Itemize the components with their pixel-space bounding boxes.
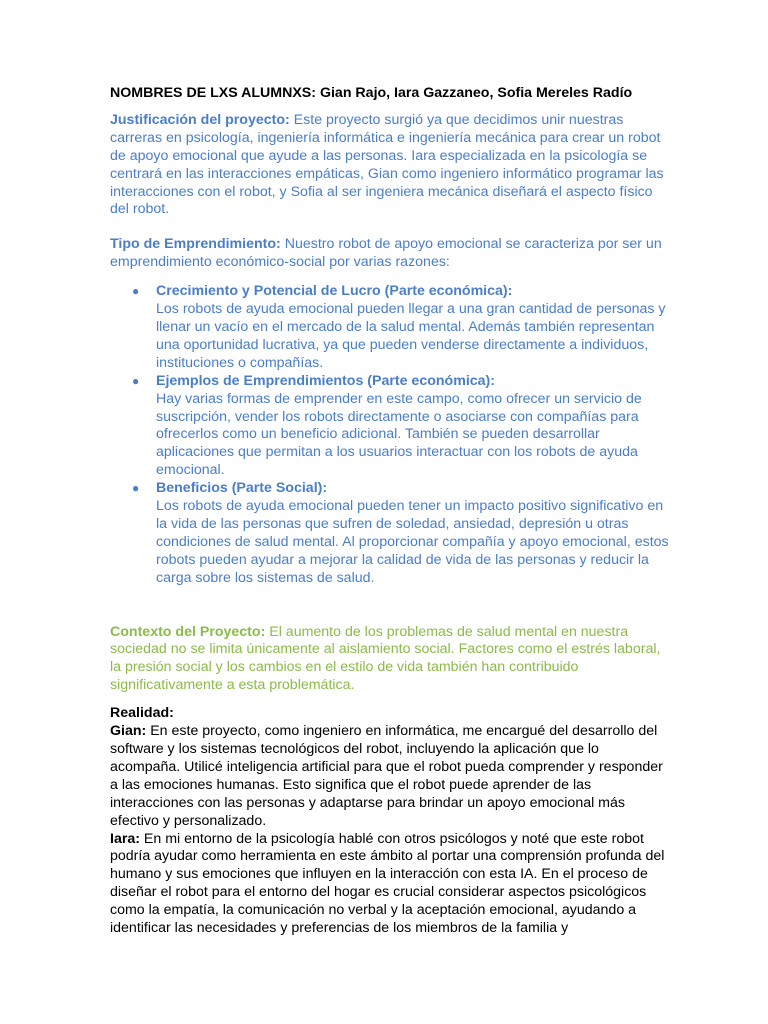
bullet-text: Hay varias formas de emprender en este campo, como ofrecer un servicio de suscripción, vender los robots directamente o asociarse con compañías para ofrecerlos como un beneficio adicional. También se pueden desarrollar aplicaciones que permitan a los usuarios interactuar con los robots de ayuda emocional. [156,390,642,479]
reality-entry-iara [110,831,670,938]
students-names: Gian Rajo, Iara Gazzaneo, Sofia Mereles Radío [319,85,633,101]
reality-entry-name: Gian: [110,723,147,740]
reality-entry-name: Iara: [110,830,140,847]
reality-entry-text: En mi entorno de la psicología hablé con otros psicólogos y noté que este robot podría ayudar como herramienta en este ámbito al portar una comprensión profunda del humano y sus emociones que influyen en la interacción con esta IA. En el proceso de diseñar el robot para el entorno del hogar es crucial considerar aspectos psicológicos como la empatía, la comunicación no verbal y la aceptación emocional, ayudando a identificar las necesidades y preferencias de los miembros de la familia y [110,830,665,937]
reality-entry-text: En este proyecto, como ingeniero en informática, me encargué del desarrollo del software y los sistemas tecnológicos del robot, incluyendo la aplicación que lo acompaña. Utilicé inteligencia artificial para que el robot pueda comprender y responder a las emociones humanas. Esto significa que el robot puede aprender de las interacciones con las personas y adaptarse para brindar un apoyo emocional más efectivo y personalizado. [110,723,663,829]
list-item [110,480,670,587]
students-label: NOMBRES DE LXS ALUMNXS: [110,85,316,101]
justification-paragraph [110,112,670,219]
bullet-icon: ● [132,481,140,496]
bullet-title: Ejemplos de Emprendimientos (Parte económica): [156,372,496,389]
bullet-icon: ● [132,284,140,299]
reality-entry-gian [110,723,670,830]
context-text: El aumento de los problemas de salud mental en nuestra sociedad no se limita únicamente al aislamiento social. Factores como el estrés laboral, la presión social y los cambios en el estilo de vida también han contribuido significativamente a esta problemática. [110,623,661,694]
bullet-text: Los robots de ayuda emocional pueden llegar a una gran cantidad de personas y llenar un vacío en el mercado de la salud mental. Además también representan una oportunidad lucrativa, ya que pueden venderse directamente a individuos, instituciones o compañías. [156,301,666,371]
list-item [110,283,670,373]
context-paragraph [110,624,670,696]
enterprise-type-label: Tipo de Emprendimiento: [110,236,281,253]
reality-heading: Realidad: [110,705,174,722]
bullet-text: Los robots de ayuda emocional pueden tener un impacto positivo significativo en la vida de las personas que sufren de soledad, ansiedad, depresión u otras condiciones de salud mental. Al proporcionar compañía y apoyo emocional, estos robots pueden ayudar a mejorar la calidad de vida de las personas y reducir la carga sobre los sistemas de salud. [156,498,669,586]
context-label: Contexto del Proyecto: [110,623,266,640]
reality-section [110,705,670,938]
document-page [110,85,670,938]
justification-text: Este proyecto surgió ya que decidimos unir nuestras carreras en psicología, ingeniería informática e ingeniería mecánica para crear un robot de apoyo emocional que ayude a las personas. Iara especializada en la psicología se centrará en las interacciones empáticas, Gian como ingeniero informático programar las interacciones con el robot, y Sofia al ser ingeniera mecánica diseñará el aspecto físico del robot. [110,111,664,218]
enterprise-bullet-list [110,283,670,587]
enterprise-type-text: Nuestro robot de apoyo emocional se caracteriza por ser un emprendimiento económico-social por varias razones: [110,236,662,271]
bullet-icon: ● [132,373,140,388]
bullet-title: Crecimiento y Potencial de Lucro (Parte económica): [156,283,513,300]
enterprise-type-paragraph [110,236,670,272]
justification-label: Justificación del proyecto: [110,111,290,128]
bullet-title: Beneficios (Parte Social): [156,480,328,497]
list-item [110,373,670,480]
students-heading [110,85,670,103]
